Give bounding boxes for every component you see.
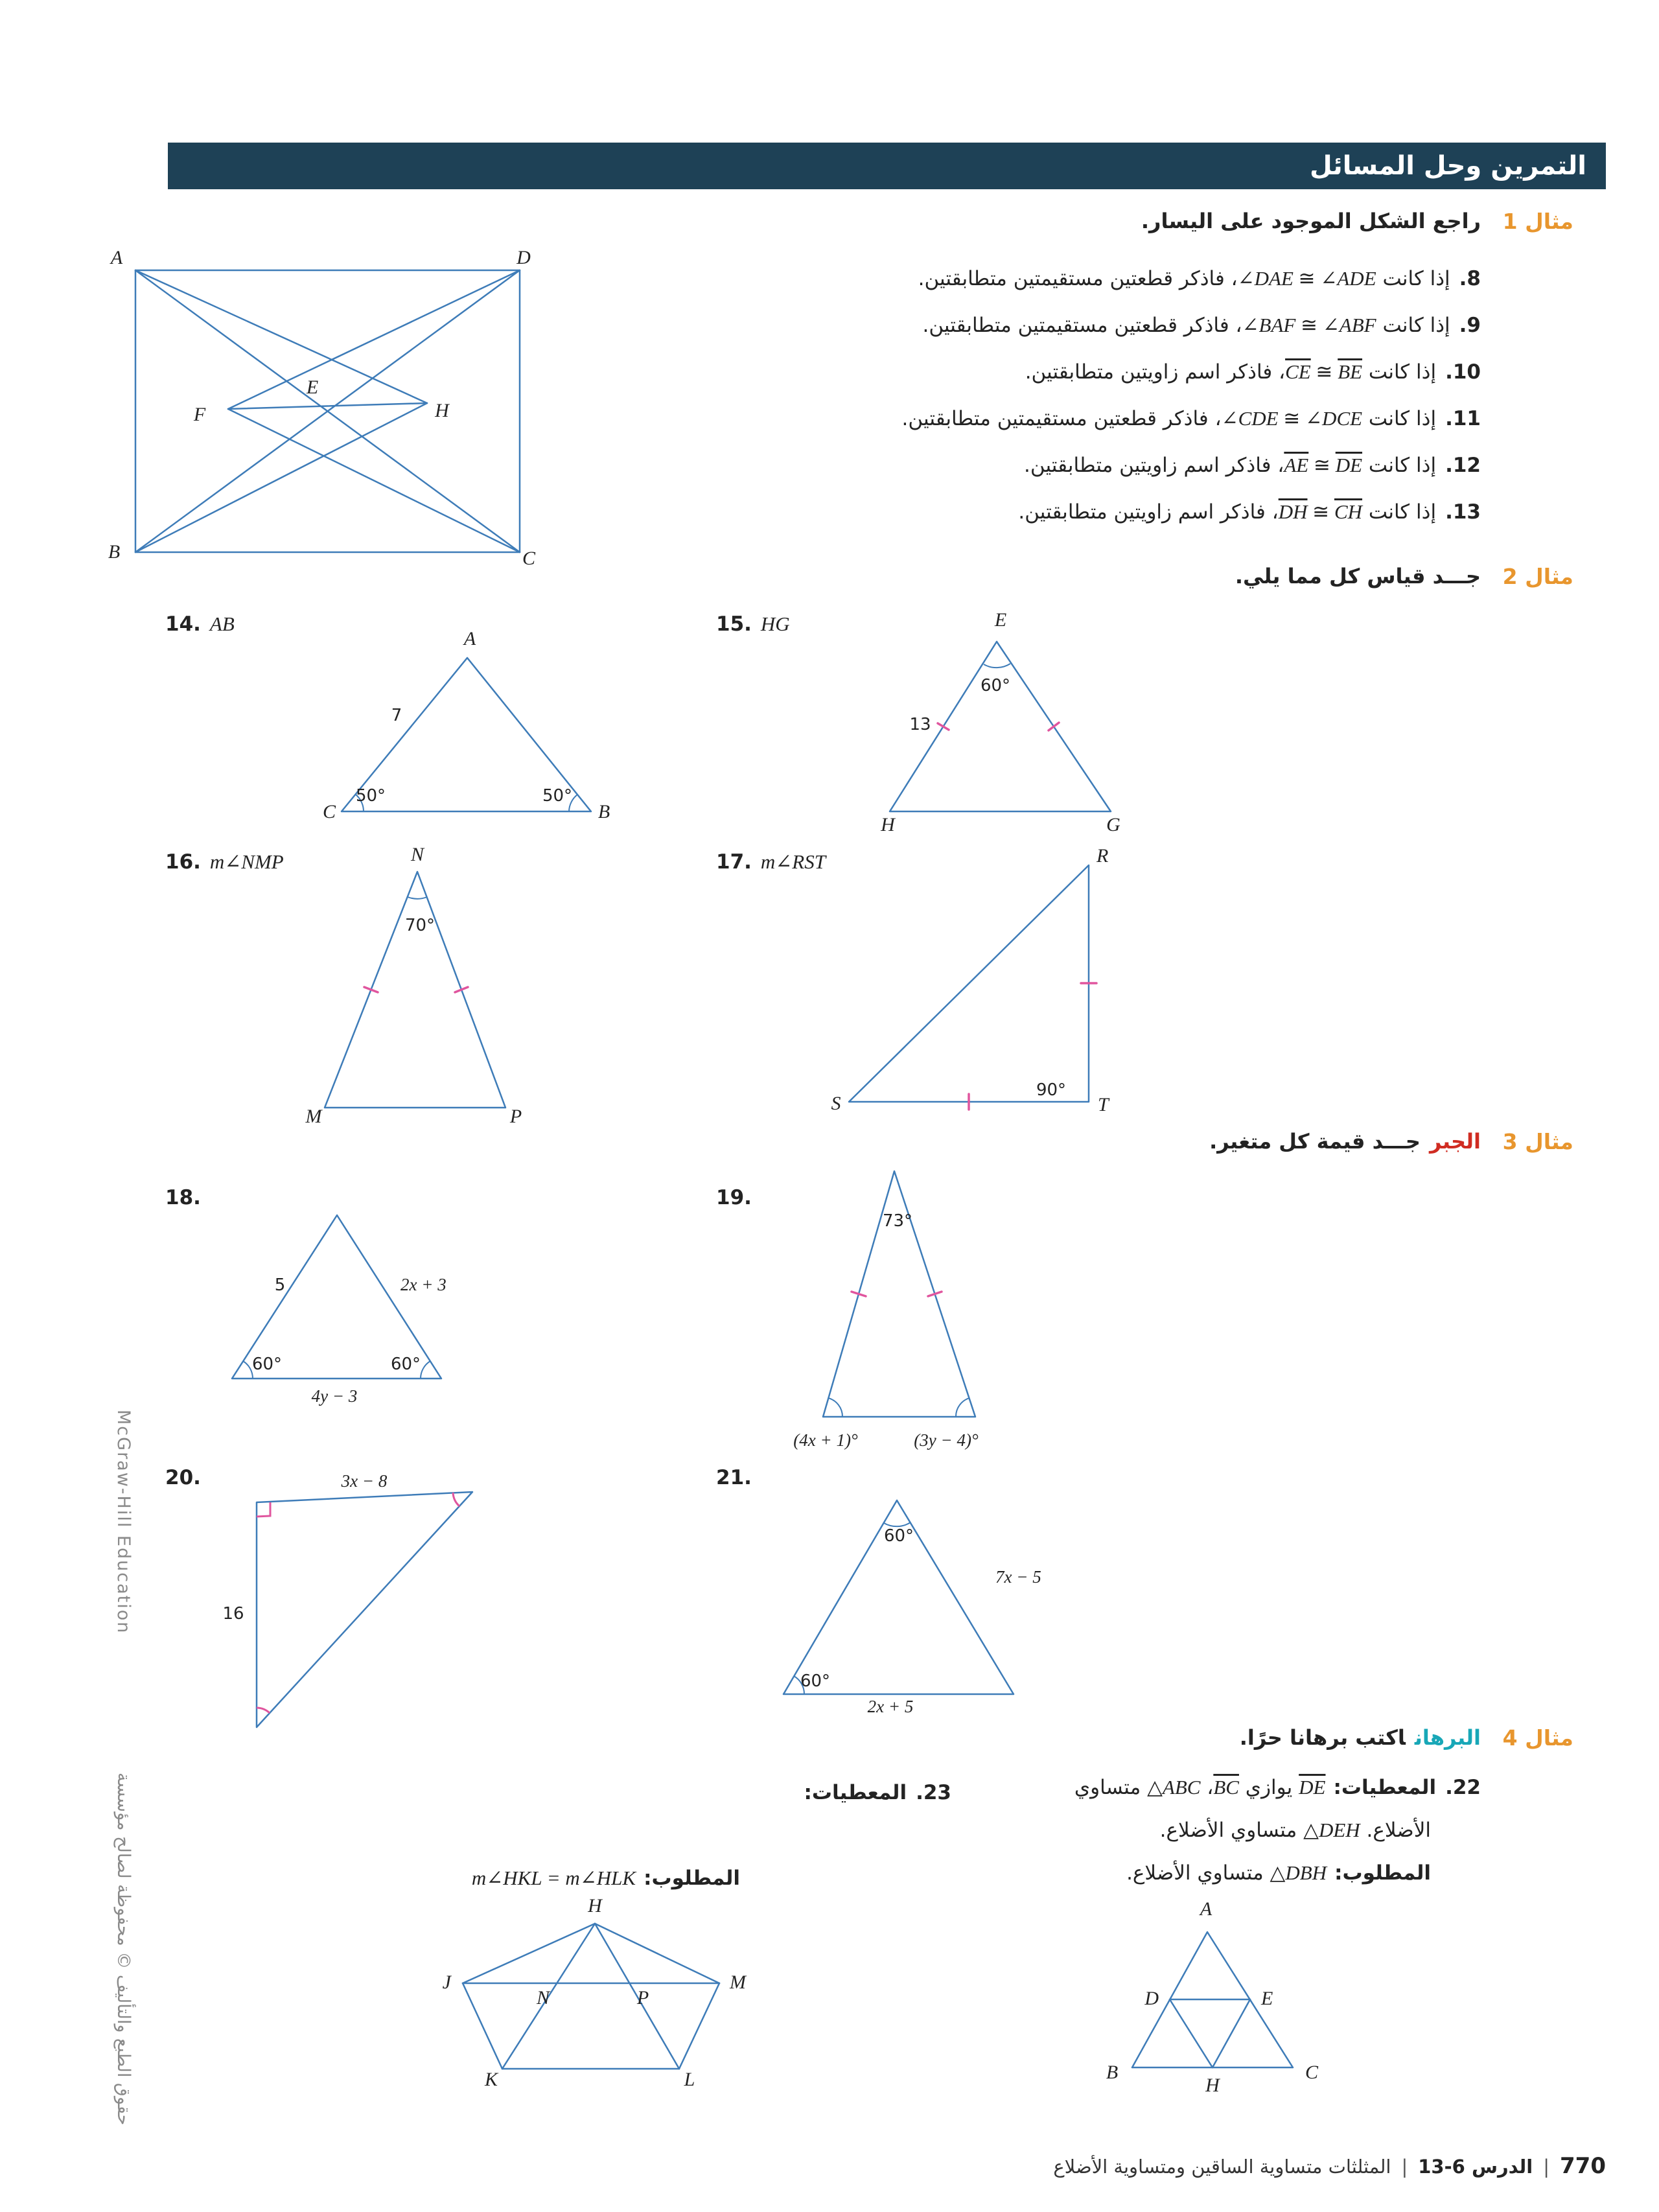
angle-measure-left: 60° (251, 1355, 283, 1374)
problem-22-prove-line (1126, 1861, 1431, 1885)
segment-fh (228, 403, 427, 409)
math-expression: $\overline{CE}$ ≅ $\overline{BE}$ (1285, 360, 1363, 383)
segment-hm (595, 1924, 719, 1983)
problem-23-prove-line (472, 1867, 740, 1890)
vertex-label-r: R (1096, 845, 1109, 867)
point-label-e: E (1261, 1988, 1273, 2009)
math-expression: ∠BAF ≅ ∠ABF (1242, 314, 1376, 336)
side-expression-right: 2x + 3 (400, 1275, 447, 1294)
right-angle-mark (257, 1502, 270, 1517)
figure-problem-14 (305, 622, 622, 830)
header-bar-title: التمرين وحل المسائل (1309, 151, 1586, 181)
point-label-h: H (1205, 2075, 1220, 2096)
problem-text: ، فاذكر اسم زاويتين متطابقتين. (1025, 360, 1286, 384)
angle-measure-right: 60° (390, 1355, 421, 1374)
triangle-abc: △ABC (1147, 1776, 1201, 1799)
problem-text: إذا كانت (1362, 360, 1437, 384)
problem-number: 19. (716, 1186, 752, 1209)
base-expression: 4y − 3 (311, 1386, 358, 1406)
angle-measure-c: 50° (355, 786, 386, 806)
problem-10 (1025, 360, 1481, 384)
problem-11 (902, 407, 1481, 430)
problem-number: 9. (1459, 314, 1481, 337)
problem-number: 23. (916, 1781, 951, 1804)
base-angle-right-expression: (3y − 4)° (914, 1430, 979, 1450)
prove-label: المطلوب: (644, 1867, 740, 1890)
figure-problem-22 (1095, 1889, 1341, 2103)
vertex-label-c: C (522, 548, 536, 569)
triangle-dbh: △DBH (1270, 1861, 1327, 1884)
problem-number: 15. (716, 612, 752, 636)
apex-angle-measure: 60° (883, 1526, 914, 1546)
vertex-label-j: J (442, 1972, 451, 1993)
page-number: 770 (1560, 2153, 1606, 2179)
problem-18-label (165, 1186, 210, 1209)
figure-example1-rectangle (97, 250, 544, 574)
angle-arc-left (828, 1398, 842, 1417)
vertex-label-c: C (322, 801, 336, 822)
target-measure: HG (760, 612, 790, 635)
math-expression: ∠CDE ≅ ∠DCE (1221, 407, 1363, 430)
vertex-label-l: L (684, 2069, 695, 2090)
page-footer (1053, 2153, 1606, 2179)
left-side-length: 16 (222, 1604, 244, 1624)
problem-number: 12. (1445, 454, 1481, 477)
base-angle-left-expression: (4x + 1)° (793, 1430, 858, 1450)
angle-measure-b: 50° (542, 786, 573, 806)
example4-heading (1240, 1725, 1481, 1750)
footer-separator: | (1401, 2156, 1408, 2178)
algebra-tag: الجبر (1429, 1129, 1481, 1154)
header-bar (168, 143, 1606, 189)
point-label-d: D (1144, 1988, 1159, 2009)
angle-arc-top-right (453, 1493, 459, 1506)
given-text: متساوي (1074, 1776, 1148, 1799)
vertex-label-t: T (1098, 1094, 1109, 1115)
point-label-e: E (306, 377, 319, 398)
problem-16-label (165, 850, 284, 874)
problem-20-label (165, 1466, 210, 1489)
segment-df (228, 270, 520, 409)
problem-number: 8. (1459, 267, 1481, 290)
vertex-label-h: H (588, 1895, 602, 1916)
figure-problem-17 (823, 843, 1128, 1124)
parallel-word: يوازي (1238, 1776, 1299, 1799)
apex-angle-measure: 73° (882, 1211, 913, 1231)
side-length-label: 13 (909, 715, 931, 734)
figure-problem-18 (214, 1196, 486, 1413)
angle-measure-left: 60° (800, 1671, 831, 1691)
vertex-label-h: H (881, 814, 895, 835)
problem-number: 16. (165, 850, 201, 874)
problem-number: 18. (165, 1186, 201, 1209)
problem-19-label (716, 1186, 761, 1209)
figure-problem-20 (214, 1471, 512, 1756)
problem-21-label (716, 1466, 761, 1489)
figure-problem-19 (778, 1157, 1024, 1468)
angle-arc-right (956, 1398, 969, 1417)
angle-arc-bottom (257, 1708, 270, 1713)
example3-label: مثال 3 (1502, 1129, 1573, 1154)
triangle-deh: △DEH (1303, 1819, 1360, 1841)
proof-tag: البرهان (1414, 1725, 1481, 1750)
tick-mark-eh (938, 723, 949, 730)
figure-problem-15 (865, 603, 1150, 836)
problem-22-given-line2 (1160, 1819, 1431, 1842)
prove-text: متساوي الأضلاع. (1126, 1861, 1270, 1885)
base-expression: 2x + 5 (867, 1697, 914, 1716)
prove-expression: m∠HKL = m∠HLK (471, 1867, 636, 1889)
angle-arc-e (984, 664, 1010, 668)
problem-text: إذا كانت (1362, 500, 1437, 524)
vertex-label-k: K (484, 2069, 498, 2090)
problem-text: ، فاذكر اسم زاويتين متطابقتين. (1024, 454, 1284, 477)
given-label: المعطيات: (1333, 1776, 1437, 1799)
target-measure: AB (209, 612, 235, 635)
example2-heading: جـــد قياس كل مما يلي. (1235, 564, 1481, 588)
point-label-f: F (193, 404, 206, 425)
example1-label: مثال 1 (1502, 209, 1573, 234)
problem-number: 13. (1445, 500, 1481, 524)
angle-arc-left (243, 1361, 253, 1379)
heading-text: اكتب برهانا حرًا. (1239, 1725, 1406, 1750)
triangle-outline (325, 872, 505, 1108)
problem-number: 10. (1445, 360, 1481, 384)
publisher-credit: McGraw-Hill Education (113, 1410, 133, 1635)
prove-label: المطلوب: (1334, 1861, 1431, 1885)
problem-text: ، فاذكر اسم زاويتين متطابقتين. (1018, 500, 1279, 524)
figure-problem-23 (415, 1892, 778, 2110)
angle-arc-n (408, 897, 427, 899)
problem-text: إذا كانت (1376, 267, 1450, 290)
example1-heading: راجع الشكل الموجود على اليسار. (1141, 209, 1481, 233)
vertex-label-e: E (994, 609, 1007, 631)
lesson-title: المثلثات متساوية الساقين ومتساوية الأضلاع (1053, 2156, 1391, 2178)
angle-measure-e: 60° (980, 676, 1011, 695)
vertex-label-c: C (1305, 2062, 1319, 2083)
segment-bh (135, 403, 427, 552)
vertex-label-b: B (597, 801, 610, 822)
problem-number: 20. (165, 1466, 201, 1489)
problem-text: إذا كانت (1362, 407, 1437, 430)
problem-15-label (716, 612, 790, 636)
segment-bc: $\overline{BC}$ (1213, 1776, 1239, 1799)
target-measure: m∠RST (760, 850, 826, 873)
vertex-label-d: D (516, 250, 531, 268)
segment-eh (1212, 1999, 1250, 2067)
math-expression: $\overline{AE}$ ≅ $\overline{DE}$ (1284, 454, 1363, 476)
side-length-left: 5 (274, 1275, 286, 1295)
example2-label: مثال 2 (1502, 564, 1573, 589)
example3-heading (1209, 1129, 1481, 1154)
given-text: الأضلاع. (1360, 1819, 1431, 1842)
triangle-outline (823, 1171, 975, 1417)
footer-separator: | (1543, 2156, 1550, 2178)
angle-measure-t: 90° (1036, 1080, 1067, 1100)
given-text: متساوي الأضلاع. (1159, 1819, 1304, 1842)
problem-12 (1024, 454, 1481, 477)
problem-9 (922, 314, 1481, 337)
segment-de: $\overline{DE}$ (1299, 1776, 1326, 1799)
copyright-notice: حقوق الطبع والتأليف © محفوظة لصالح مؤسسة (113, 1773, 133, 2126)
problem-number: 21. (716, 1466, 752, 1489)
figure-problem-21 (771, 1484, 1050, 1724)
triangle-outline (257, 1492, 472, 1727)
point-label-h: H (435, 400, 449, 421)
problem-number: 11. (1445, 407, 1481, 430)
math-expression: ∠DAE ≅ ∠ADE (1237, 267, 1376, 290)
problem-number: 22. (1445, 1776, 1481, 1799)
point-label-p: P (636, 1987, 649, 2008)
vertex-label-a: A (463, 628, 476, 649)
vertex-label-m: M (305, 1106, 322, 1127)
heading-text: جـــد قيمة كل متغير. (1209, 1129, 1421, 1154)
vertex-label-s: S (831, 1093, 841, 1114)
vertex-label-g: G (1106, 814, 1120, 835)
given-label: المعطيات: (804, 1781, 907, 1804)
math-expression: $\overline{DH}$ ≅ $\overline{CH}$ (1278, 500, 1363, 523)
problem-text: ، فاذكر قطعتين مستقيمتين متطابقتين. (918, 267, 1238, 290)
angle-measure-n: 70° (404, 916, 435, 935)
angle-arc-right (421, 1361, 430, 1379)
problem-8 (918, 267, 1481, 290)
side-expression-right: 7x − 5 (995, 1567, 1041, 1587)
problem-text: إذا كانت (1376, 314, 1450, 337)
vertex-label-a: A (110, 250, 123, 268)
segment-lm (679, 1983, 719, 2069)
point-label-n: N (536, 1987, 550, 2008)
problem-14-label (165, 612, 235, 636)
vertex-label-n: N (410, 844, 424, 865)
segment-dh (1170, 1999, 1212, 2067)
problem-23-given-line (804, 1781, 951, 1804)
problem-number: 14. (165, 612, 201, 636)
problem-text: ، فاذكر قطعتين مستقيمتين متطابقتين. (901, 407, 1222, 430)
example4-label: مثال 4 (1502, 1725, 1573, 1751)
figure-problem-16 (305, 843, 544, 1131)
lesson-number: الدرس 6-13 (1418, 2156, 1533, 2178)
tick-mark-eg (1049, 723, 1059, 730)
problem-17-label (716, 850, 826, 874)
triangle-outline (849, 865, 1089, 1102)
vertex-label-p: P (509, 1106, 522, 1127)
problem-22-given-line1 (1074, 1776, 1481, 1799)
comma: ، (1200, 1776, 1214, 1799)
problem-number: 17. (716, 850, 752, 874)
vertex-label-m: M (730, 1972, 746, 1993)
target-measure: m∠NMP (209, 850, 284, 873)
vertex-label-b: B (1106, 2062, 1119, 2083)
vertex-label-b: B (108, 541, 121, 563)
segment-jk (463, 1983, 502, 2069)
problem-text: إذا كانت (1362, 454, 1437, 477)
side-length-label: 7 (391, 706, 402, 725)
problem-text: ، فاذكر قطعتين مستقيمتين متطابقتين. (922, 314, 1242, 337)
problem-13 (1018, 500, 1481, 524)
vertex-label-a: A (1200, 1898, 1212, 1920)
top-side-expression: 3x − 8 (341, 1471, 388, 1491)
